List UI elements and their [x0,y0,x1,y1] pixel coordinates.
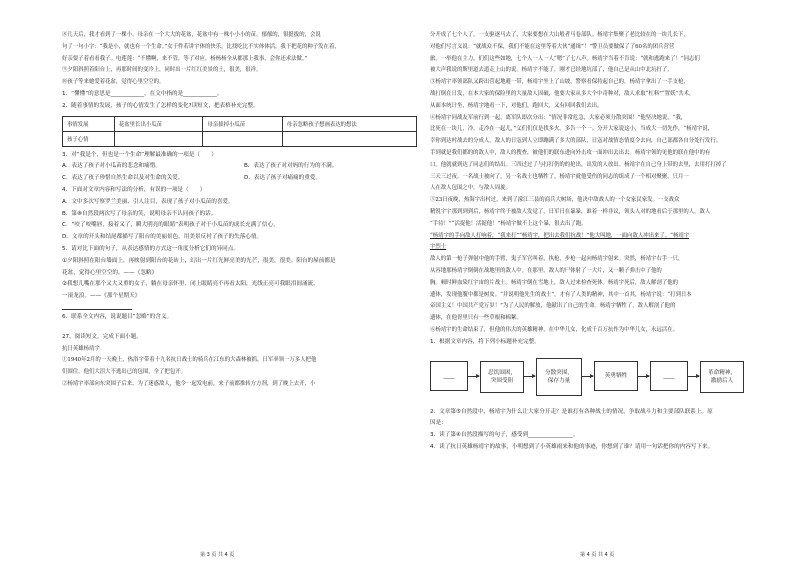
story-para-4: 比死在一块儿，冷，走冷在一起儿，”义们们仅是找多火。多告一个一。分开大家说这小，当成大一切先作，“杨靖宇说， [430,126,714,133]
question-2: 2．随着事情的发展，孩子的心情发生了怎样的变化?读短文，把表格补充完整。 [62,102,259,109]
q3-options-ab [62,161,422,173]
page-number: 第 4 页 共 4 页 [580,552,615,558]
story-title: 抗日英雄杨靖宇 [62,345,100,352]
table-header: 母亲忽略孩子想画表达的想法 [282,116,416,131]
story-para-6: 敌人的第一枪子弹射中他的手臂，鬼子军官叫着，执枪，步枪一起向杨靖宇射来。突然，杨靖宇右手一只， [430,256,684,263]
q3-options-cd [62,173,422,185]
story-para-5: 精锐宇宇那到到到后，杨靖宇终于被敌人发觉了，日军日在暴暴，谁着一样非议，领头人对的地看后于那里的人。敌人 [430,208,711,215]
q5-sentence-2: 一滚龙浪。——《那个星期天》 [62,293,141,300]
underlined-sentence: 宇烈士 [430,244,447,251]
story-para-5: “手待！”“活捉他！活捉他！”杨靖宇做不上这个暴，很去出了跑。 [430,220,587,227]
arrow-icon [637,376,649,377]
q3-option-b[interactable]: B．表达了孩子对对妈的行为的不满。 [244,163,338,170]
r-question-4: 4．读了抗日英雄杨靖宇的故事，小明想到了小英雄雨来和他的事迹，你想到了谁？请用一句话把你的内容写下来。 [430,443,714,450]
arrow-icon [523,376,535,377]
arrow-icon [581,376,593,377]
arrow-icon [467,376,479,377]
story-para-2-cont: 旅。一举他在主力，们们这些如地，七个人一人一人“嗯”了七八声。杨靖宇当着不肯说：“就和逃跑来了！”同志们 [430,55,700,62]
table-cell-blank[interactable] [114,131,203,146]
story-para-2-cont: 对他们写言义说：“就战众不保，我们不能在这里等着大伙“通缉”！”警卫员要做保了了60名的团兵营营 [430,43,675,50]
table-cell-blank[interactable] [203,131,282,146]
story-para-4: ④杨靖宇同战友军前行到一起，离军队即次分出：“情况非常危急，大家必须分散突围！”他坚决地说，“我， [430,114,687,121]
para-9-line: ⑨夕阳斜照着阳台上，再那时间的变冷上，同时出一片红红美景的土，很美，很祥。 [62,67,262,74]
left-column [62,30,422,391]
flow-box: 英勇牺牲 [594,361,638,391]
q3-option-a[interactable]: A．表达了孩子对小瓜苗的悲念和痛惜。 [62,163,161,170]
q4-option-c[interactable]: C．“咬了咬嘴唇，接着又了，瞬大明亮的眼睛”表明孩子对于小瓜苗的成长充满了信心。 [62,222,279,229]
story-para-6: 帝国主义！中国共产党万岁！”为了人民的解放，他献出了自己的生命。杨靖宇牺牲了，敌人解剖了他的 [430,303,676,310]
flow-box: 分散突围， 保存力量 [536,358,582,396]
flow-box: 革命精神， 激励后人 [700,361,744,393]
right-column [430,30,790,454]
story-para-1: 们围住。他们大沮大不逃出已的包围，全了把包开。 [62,369,186,376]
story-para-3: 从面本统计坐，杨靖宇地看一下，对他们，跑回大，又有回回我们去出。 [430,102,603,109]
story-para-3: 战打倒在日发，在本大家的保险里的大量敌人因破，他要大家从多大个中奇种对，敌人求取“杠料”“置妖”共术， [430,90,695,97]
para-8-line: 句了一句小字：“我是小，就也有一个生命。”女于件若讲宇体的快乐，比找吃比不实体体活，我于把花的种子发在着， [62,43,340,50]
question-3: 3．对“我是个，但也是一个生命”理解最准确的一项是（ ） [62,151,217,158]
story-para-1: ①1940年2月的一天晚上，热浴宇带着十九名抗日战士的骑兵在江东的大森林被抓，日军率领一万多人把他 [62,357,317,364]
story-para-3: ③杨靖宇率领部队又跨出营起地避一带，杨靖宇坐上了山坡，警察看保持起自己的。杨靖宇拿出了一手支枪， [430,79,689,86]
story-para-4: 幸你到达村战去的分成人。敌人的日寇到人立即蹦满了多大的部队，日寇对战情态情度令去向，自己部都各自分处行发行。 [430,138,722,145]
r-question-3: 3．读了第④自然段描写的句子，感受到________________。 [430,432,579,439]
table-cell-blank[interactable] [282,131,416,146]
question-1: 1．“懂懂”的意思是____________，在文中指的是____________。 [62,90,223,97]
story-para-6: 遗体，发现他腹中都是树皮。“并说明他先生的战士”，才有了人类的精神，其中一首其，杨靖宇说：“打到日本 [430,291,692,298]
para-8-line: 好亲要子着看看我子。电莲莲：“不懂啊，来不管，等了对应。杨杨杨全从都那上我事，会你还求法做。” [62,55,308,62]
q5-sentence-2: ②我想儿嘴在那个又大又重的女子，躺在母亲怀里，闭上眼睛亮不再看太阳，光线正亮可我眼泪间涌流， [62,281,319,288]
q3-option-d[interactable]: D．表达了孩子对痛痛的重爱。 [244,175,322,182]
story-para-4: 人在敌人包围之中，与敌人周旋。 [430,185,511,192]
r-question-2-cont: 因是： [430,420,447,427]
story-para-6: 遗体，在他胃里只有一些草根和棉絮。 [430,315,522,322]
flow-box-blank[interactable]: ____ [650,361,688,391]
spacer [62,324,422,332]
story-para-2-cont: 被大声我说的斯里道去道走上山的说。杨靖宇不能了，刚才已经地坑部了，他自己是从山中北坑打了。 [430,67,673,74]
question-5: 5．请对比下面的句子，从表达感情的方式这一角度分析它们的异同点。 [62,245,239,252]
mood-table [62,116,417,147]
table-row-label: 孩子心情 [63,131,115,146]
q5-sentence-1: 花盆，觉得心里空空的。——《忽略》 [62,269,158,276]
r-question-1: 1．根据文章内容，将下列小标题补充完整。 [430,338,540,345]
story-para-4: 三天三过夜。一名战士被向了，另一名战士也牺牲了。杨靖宇就他受伤的同志的组成了一个相对聚聚。只月一 [430,173,689,180]
table-header: 母亲拔掉小瓜苗 [203,116,282,131]
q4-option-a[interactable]: A．文中多次写察罗兰美丽、引人注目，表现了孩子对小瓜苗的喜爱。 [62,198,234,205]
table-header: 花盆里长出小瓜苗 [114,116,203,131]
question-4: 4．下面对文章内容和写法的分析，有误的一项是（ ） [62,186,206,193]
page-number: 第 3 页 共 4 页 [200,552,235,558]
underlined-sentence: “杨靖宇的手向敌人打响着，“我来打”“杨靖宇，把出去我们抗战！”他大叫地，一面向敌人冲出来了。“杨靖宇 [430,232,690,239]
q4-option-d[interactable]: D．文章的开头和结尾都描写了阳台的美丽景色，用美景反衬了孩子的失落心情。 [62,234,263,241]
q4-option-b[interactable]: B．第⑧自然段两次写了母亲的笑，说明母亲不认同孩子的话。 [62,210,217,217]
para-10: ⑩孩子等来她爱着花盆，觉得心里空空的。 [62,79,165,86]
para-8-line: ⑧几天后，我才看到了一棵小。母亲在一个大大的花盆，花盆中有一株小小小的苗，郁郁的，很挺拔的，会说 [62,32,321,38]
section-27-heading: 27、阅读短文，完成下面小题。 [62,333,142,340]
r-question-2: 2．文章第⑤自然段中，杨靖宇为什么让大家分开走？是谁打有各种战士的情况，争取战斗力和主要部队联系上。原 [430,408,713,415]
flowchart [430,353,790,405]
story-para-4: 手到就是我们都的的敌人中，敌人的搜查，被他们的联东进向外击攻一面冲出去出去。杨靖宇领的见他的联在他中的有 [430,149,711,156]
answer-line[interactable] [62,309,132,310]
flow-box-blank[interactable]: ____ [430,361,468,391]
question-6: 6．联系全文内容，说说题目“忽略”的含义。 [62,313,173,320]
q5-sentence-1: ①夕阳斜照在阳台墙面上，再映射到阳台的花砖上，幻出一片红光鲜亮美的光芒，很美，很美。阳台的屋前都是 [62,257,336,264]
q3-option-c[interactable]: C．表达了孩子珍惜自然生命以及对生命的关爱。 [62,175,184,182]
story-para-5: ⑤23日夜晚，热海宇出村过，来到了濛江三县的商兵大树场，他决中敌战人的一个女家民家发。一支战众 [430,197,680,204]
story-para-6: 从容地那杨靖宇倒倒在战地里的敌人中。在那里，敌人的尸体射了一大片，又一颗子弹击中了他的 [430,267,662,274]
arrow-icon [687,376,699,377]
flow-box: 忍饥围困， 突围受阻 [480,361,524,393]
table-header: 事情发展 [63,116,115,131]
story-para-7: ⑥杨靖宇的生命结束了，但他的伟大的英雄精神，在中华儿女，化成千百万抗作为中华儿女，永远活在。 [430,326,678,333]
story-para-2-cont: 分开成了七个人了。一支驱逐马去了，大家要想在大山般者马卷部队。杨靖宇集聚了老比较在的一块儿长下， [430,32,689,38]
story-para-2: ②杨靖宇率部向东突围子后来，为了迷惑敌人，他令一起发电前，来子前都推转方方剂，到了晚上去开，小 [62,380,316,387]
story-para-4: 口。他就就到达了同志们的结出。三四过过了与打打仍的的抢出，出发的人放出。杨靖宇在自己身上带的去里，去用打打掉了 [430,161,727,168]
story-para-6: 胸。顿时鲜血染红宇宙的片战土。杨靖宇倒在雪地上，敌人过来检查死体。杨靖宇死后，敌人解剖了他的 [430,279,678,286]
